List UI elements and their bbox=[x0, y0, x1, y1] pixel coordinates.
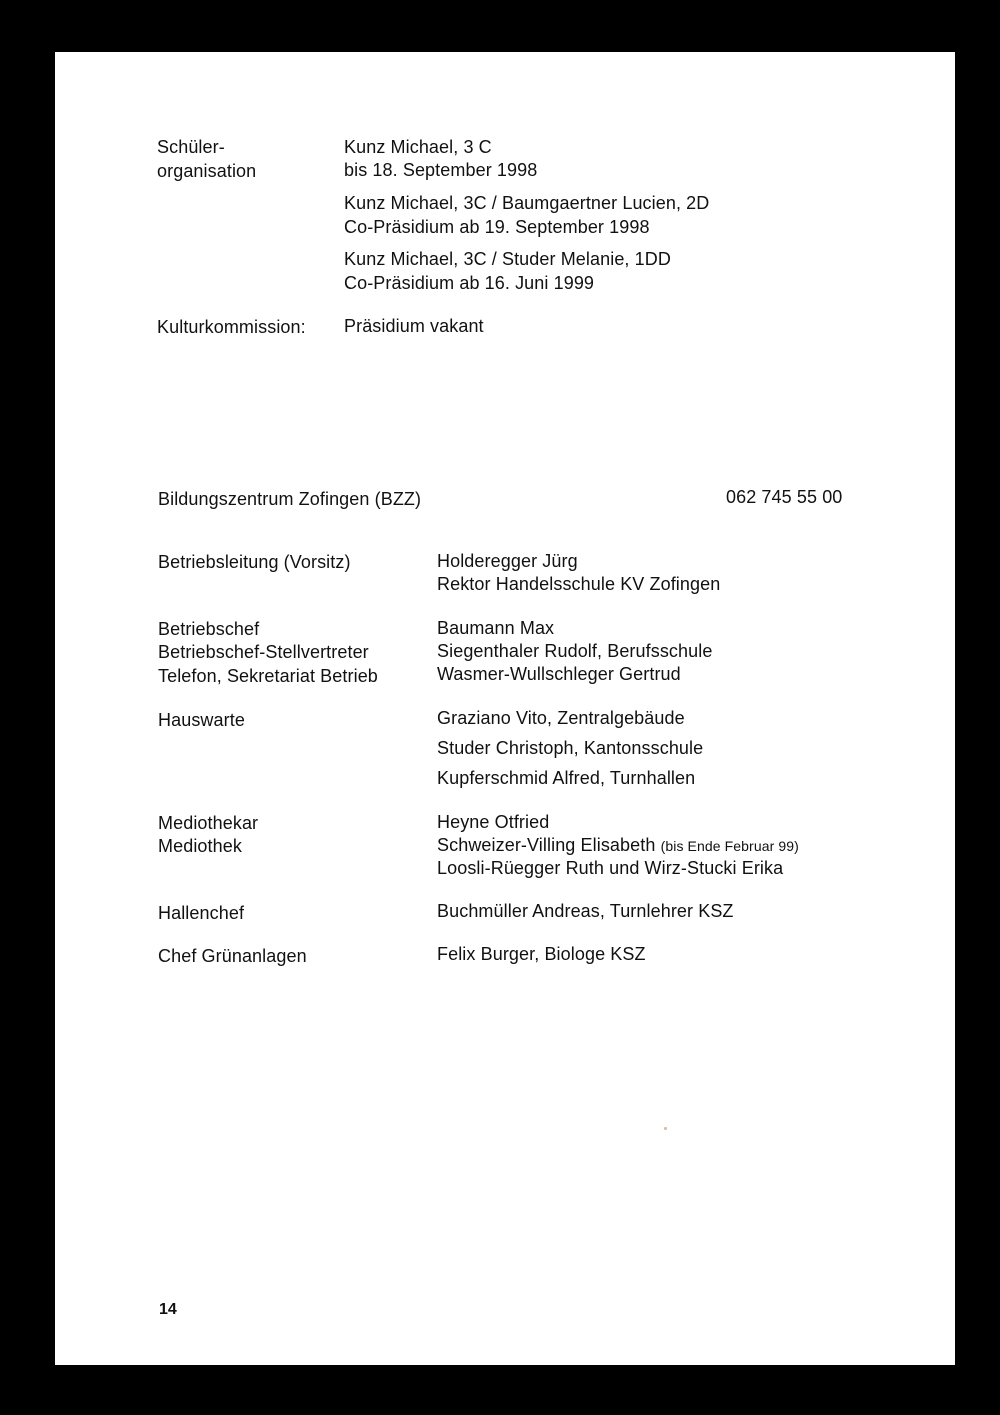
row-label: Betriebsleitung (Vorsitz) bbox=[158, 552, 351, 572]
row-label: Hauswarte bbox=[158, 710, 245, 730]
document-page bbox=[55, 52, 955, 1365]
bzz-phone: 062 745 55 00 bbox=[726, 487, 843, 507]
row-label: Mediothek bbox=[158, 836, 242, 856]
row-label: Chef Grünanlagen bbox=[158, 946, 307, 966]
schueler-label-line2: organisation bbox=[157, 161, 257, 181]
row-value: Graziano Vito, Zentralgebäude bbox=[437, 708, 685, 728]
schueler-label-line1: Schüler- bbox=[157, 137, 225, 157]
row-label: Betriebschef-Stellvertreter bbox=[158, 642, 369, 662]
schueler-entry-2-line1: Kunz Michael, 3C / Baumgaertner Lucien, 2D bbox=[344, 193, 710, 213]
schueler-entry-3-line2: Co-Präsidium ab 16. Juni 1999 bbox=[344, 273, 595, 293]
row-label: Telefon, Sekretariat Betrieb bbox=[158, 666, 378, 686]
row-label: Mediothekar bbox=[158, 813, 259, 833]
row-value: Studer Christoph, Kantonsschule bbox=[437, 738, 704, 758]
kultur-label: Kulturkommission: bbox=[157, 317, 306, 337]
row-value: Wasmer-Wullschleger Gertrud bbox=[437, 664, 681, 684]
row-value: Loosli-Rüegger Ruth und Wirz-Stucki Erika bbox=[437, 858, 784, 878]
row-value: Siegenthaler Rudolf, Berufsschule bbox=[437, 641, 713, 661]
schueler-entry-3-line1: Kunz Michael, 3C / Studer Melanie, 1DD bbox=[344, 249, 671, 269]
scan-speck bbox=[664, 1127, 667, 1130]
row-label: Hallenchef bbox=[158, 903, 245, 923]
row-value: Baumann Max bbox=[437, 618, 555, 638]
row-label: Betriebschef bbox=[158, 619, 260, 639]
page-number: 14 bbox=[159, 1301, 177, 1318]
schueler-entry-1-line2: bis 18. September 1998 bbox=[344, 160, 538, 180]
row-value: Schweizer-Villing Elisabeth bbox=[437, 835, 656, 855]
bzz-title: Bildungszentrum Zofingen (BZZ) bbox=[158, 489, 422, 509]
schueler-entry-2-line2: Co-Präsidium ab 19. September 1998 bbox=[344, 217, 650, 237]
row-value: Holderegger Jürg bbox=[437, 551, 578, 571]
kultur-value: Präsidium vakant bbox=[344, 316, 484, 336]
row-value-with-note bbox=[437, 834, 799, 858]
schueler-entry-1-line1: Kunz Michael, 3 C bbox=[344, 137, 492, 157]
row-note: (bis Ende Februar 99) bbox=[660, 838, 799, 854]
row-value: Kupferschmid Alfred, Turnhallen bbox=[437, 768, 696, 788]
row-value: Buchmüller Andreas, Turnlehrer KSZ bbox=[437, 901, 734, 921]
row-value: Heyne Otfried bbox=[437, 812, 550, 832]
row-value: Rektor Handelsschule KV Zofingen bbox=[437, 574, 721, 594]
row-value: Felix Burger, Biologe KSZ bbox=[437, 944, 646, 964]
